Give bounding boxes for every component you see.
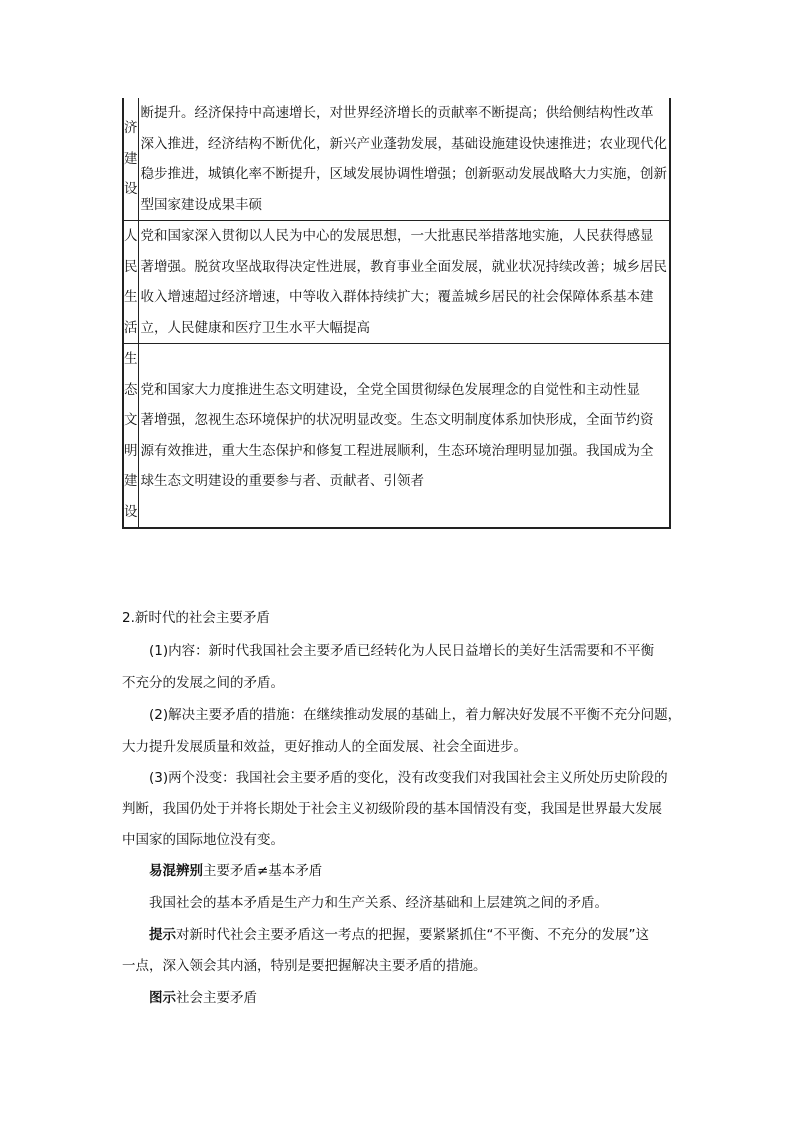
note-confusion-text: 主要矛盾≠基本矛盾 xyxy=(203,863,323,879)
row-content-line: 球生态文明建设的重要参与者、贡献者、引领者 xyxy=(140,473,424,489)
section-heading: 2.新时代的社会主要矛盾 xyxy=(122,610,270,626)
row-label-char: 明 xyxy=(124,442,138,459)
row-label-char: 设 xyxy=(124,181,138,198)
row-content-line: 党和国家大力度推进生态文明建设，全党全国贯彻绿色发展理念的自觉性和主动性显 xyxy=(140,381,640,398)
content-paragraph-line: 不充分的发展之间的矛盾。 xyxy=(122,675,284,691)
row-content xyxy=(138,344,670,529)
note-confusion-label: 易混辨别 xyxy=(149,863,203,879)
two-unchanged-paragraph-line: 判断，我国仍处于并将长期处于社会主义初级阶段的基本国情没有变，我国是世界最大发展 xyxy=(122,801,662,817)
table-row xyxy=(123,221,670,344)
row-content xyxy=(138,221,670,344)
table-row xyxy=(123,344,670,529)
note-tip-label: 提示 xyxy=(149,927,176,943)
note-diagram xyxy=(149,988,257,1008)
row-content-line: 型国家建设成果丰硕 xyxy=(140,196,262,213)
row-label-char: 民 xyxy=(124,258,138,275)
row-content-line: 党和国家深入贯彻以人民为中心的发展思想，一大批惠民举措落地实施，人民获得感显 xyxy=(140,228,654,244)
content-table xyxy=(122,98,671,529)
note-tip xyxy=(149,925,649,945)
row-label-char: 生 xyxy=(124,289,138,305)
measures-paragraph-line: (2)解决主要矛盾的措施：在继续推动发展的基础上，着力解决好发展不平衡不充分问题， xyxy=(149,707,682,723)
row-content-line: 著增强。脱贫攻坚战取得决定性进展，教育事业全面发展，就业状况持续改善；城乡居民 xyxy=(140,258,667,275)
row-label xyxy=(123,98,138,221)
row-label-char: 人 xyxy=(124,228,138,244)
note-diagram-text: 社会主要矛盾 xyxy=(176,990,257,1006)
row-label-char: 设 xyxy=(124,503,138,520)
two-unchanged-paragraph-line: 中国家的国际地位没有变。 xyxy=(122,832,284,848)
row-content-line: 立，人民健康和医疗卫生水平大幅提高 xyxy=(140,319,370,336)
note-diagram-label: 图示 xyxy=(149,990,176,1006)
content-paragraph-line: (1)内容：新时代我国社会主要矛盾已经转化为人民日益增长的美好生活需要和不平衡 xyxy=(149,643,655,659)
row-label-char: 建 xyxy=(124,473,138,489)
note-confusion xyxy=(149,861,322,881)
row-label xyxy=(123,221,138,344)
row-label-char: 生 xyxy=(124,351,138,367)
row-content-line: 著增强，忽视生态环境保护的状况明显改变。生态文明制度体系加快形成，全面节约资 xyxy=(140,412,654,428)
row-label xyxy=(123,344,138,529)
row-label-char: 态 xyxy=(124,381,138,398)
row-content-line: 源有效推进，重大生态保护和修复工程进展顺利，生态环境治理明显加强。我国成为全 xyxy=(140,442,654,459)
note-tip-text: 对新时代社会主要矛盾这一考点的把握，要紧紧抓住“不平衡、不充分的发展”这 xyxy=(176,927,649,943)
table-row xyxy=(123,98,670,221)
measures-paragraph-line: 大力提升发展质量和效益，更好推动人的全面发展、社会全面进步。 xyxy=(122,739,527,755)
row-label-char: 济 xyxy=(124,120,138,137)
row-content-line: 断提升。经济保持中高速增长，对世界经济增长的贡献率不断提高；供给侧结构性改革 xyxy=(140,105,654,121)
row-content xyxy=(138,98,670,221)
note-confusion-body: 我国社会的基本矛盾是生产力和生产关系、经济基础和上层建筑之间的矛盾。 xyxy=(149,895,608,911)
row-label-char: 建 xyxy=(124,150,138,167)
row-label-char: 活 xyxy=(124,319,138,336)
row-label-char: 文 xyxy=(124,412,138,428)
row-content-line: 稳步推进，城镇化率不断提升，区域发展协调性增强；创新驱动发展战略大力实施，创新 xyxy=(140,166,667,182)
note-tip-line: 一点，深入领会其内涵，特别是要把握解决主要矛盾的措施。 xyxy=(122,958,487,974)
row-content-line: 收入增速超过经济增速，中等收入群体持续扩大；覆盖城乡居民的社会保障体系基本建 xyxy=(140,289,654,305)
row-content-line: 深入推进，经济结构不断优化，新兴产业蓬勃发展，基础设施建设快速推进；农业现代化 xyxy=(140,135,667,152)
two-unchanged-paragraph-line: (3)两个没变：我国社会主要矛盾的变化，没有改变我们对我国社会主义所处历史阶段的 xyxy=(149,770,668,786)
